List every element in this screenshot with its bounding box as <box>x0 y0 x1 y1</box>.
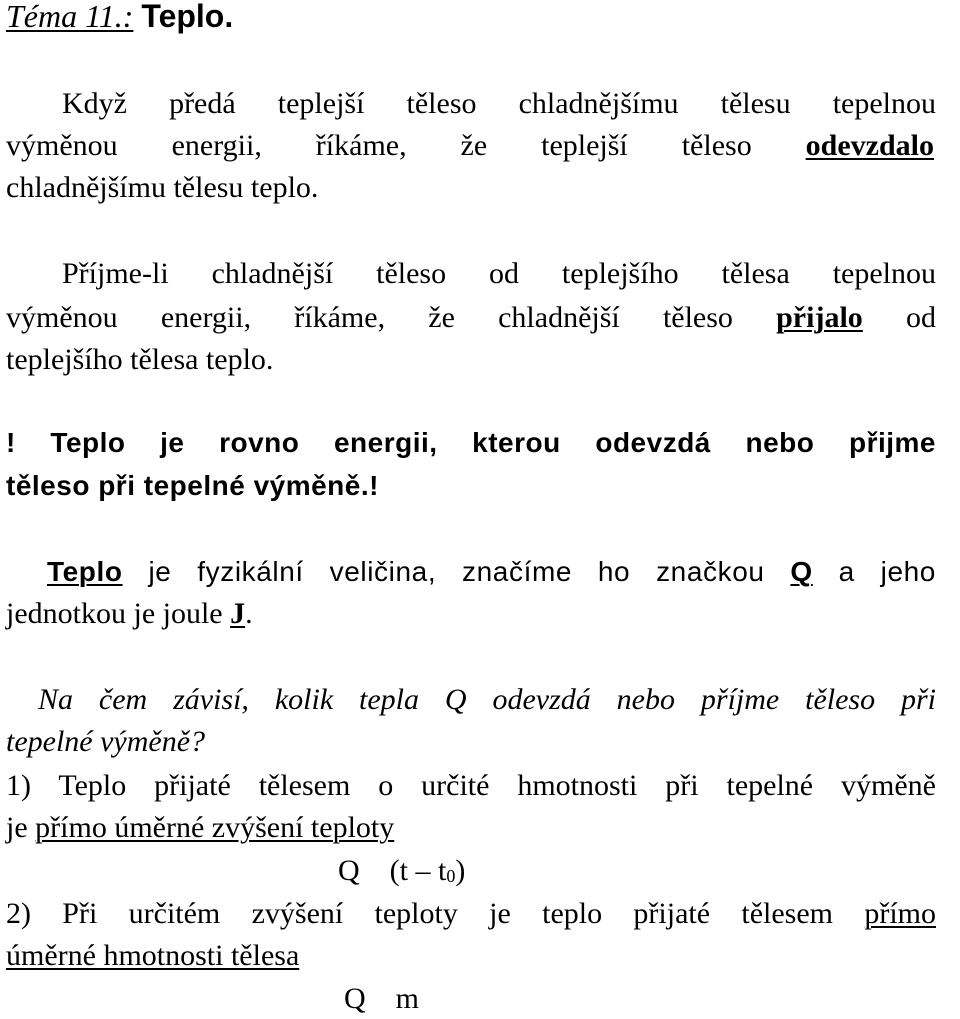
paragraph-2-line-2 <box>6 300 936 336</box>
symbol-q: Q <box>790 556 813 587</box>
paragraph-1-line-2 <box>6 128 952 164</box>
formula-minus: – <box>415 854 431 887</box>
item-2-line-2 <box>6 938 936 974</box>
paragraph-2-line-1: Příjme-li chladnější těleso od teplejšího tělesa tepelnou <box>62 257 936 290</box>
formula-paren-open: (t <box>389 854 408 887</box>
term-prijalo: přijalo <box>776 301 863 334</box>
formula-t0-subscript: 0 <box>446 866 456 886</box>
paragraph-3-line-1-text: je fyzikální veličina, značíme ho značkou <box>148 556 765 587</box>
term-odevzdalo: odevzdalo <box>805 129 934 162</box>
formula-q-symbol: Q <box>338 854 360 887</box>
item-1-line-2 <box>6 810 936 846</box>
question-line-1: Na čem závisí, kolik tepla Q odevzdá nebo příjme těleso při <box>38 683 936 716</box>
paragraph-2-line-2-text: výměnou energii, říkáme, že chladnější těleso <box>6 301 733 334</box>
paragraph-3-line-2-end: . <box>245 597 253 630</box>
unit-j: J <box>230 597 246 630</box>
paragraph-3-line-2 <box>6 596 936 632</box>
formula-2-q-symbol: Q <box>344 982 366 1015</box>
formula-2-m-symbol: m <box>395 982 420 1015</box>
item-1-line-2-text: je <box>6 811 28 844</box>
item-2-line-1 <box>6 896 936 932</box>
item-1-line-1: 1) Teplo přijaté tělesem o určité hmotnosti při tepelné výměně <box>6 769 936 802</box>
formula-q-t <box>338 853 465 894</box>
question-line-2: tepelné výměně? <box>6 725 206 758</box>
paragraph-3-line-1 <box>47 554 936 590</box>
term-teplo: Teplo <box>47 556 123 587</box>
paragraph-3-line-1-end: a jeho <box>838 556 936 587</box>
item-2-line-1-text: 2) Při určitém zvýšení teploty je teplo přijaté tělesem <box>6 897 834 930</box>
paragraph-1-line-2-text: výměnou energii, říkáme, že teplejší těleso <box>6 129 752 162</box>
paragraph-3-line-2-text: jednotkou je joule <box>6 597 223 630</box>
formula-q-m <box>344 981 419 1017</box>
paragraph-1-line-3: chladnějšímu tělesu teplo. <box>6 171 319 204</box>
definition-line-1: ! Teplo je rovno energii, kterou odevzdá nebo přijme <box>6 427 936 458</box>
paragraph-2-line-2-end: od <box>906 301 936 334</box>
paragraph-2-line-3: teplejšího tělesa teplo. <box>6 343 274 376</box>
definition-line-2: těleso při tepelné výměně.! <box>6 470 379 501</box>
term-umerne-hmotnosti-telesa: úměrné hmotnosti tělesa <box>6 939 300 972</box>
page-title <box>6 0 936 34</box>
term-prime-umerne-zvyseni-teploty: přímo úměrné zvýšení teploty <box>35 811 395 844</box>
topic-name: Teplo. <box>141 0 234 34</box>
paragraph-1-line-1: Když předá teplejší těleso chladnějšímu tělesu tepelnou <box>62 87 936 120</box>
topic-number: Téma 11.: <box>6 0 134 34</box>
formula-paren-close: ) <box>455 854 466 887</box>
formula-t0: t <box>438 854 447 887</box>
term-primo: přímo <box>864 897 937 930</box>
